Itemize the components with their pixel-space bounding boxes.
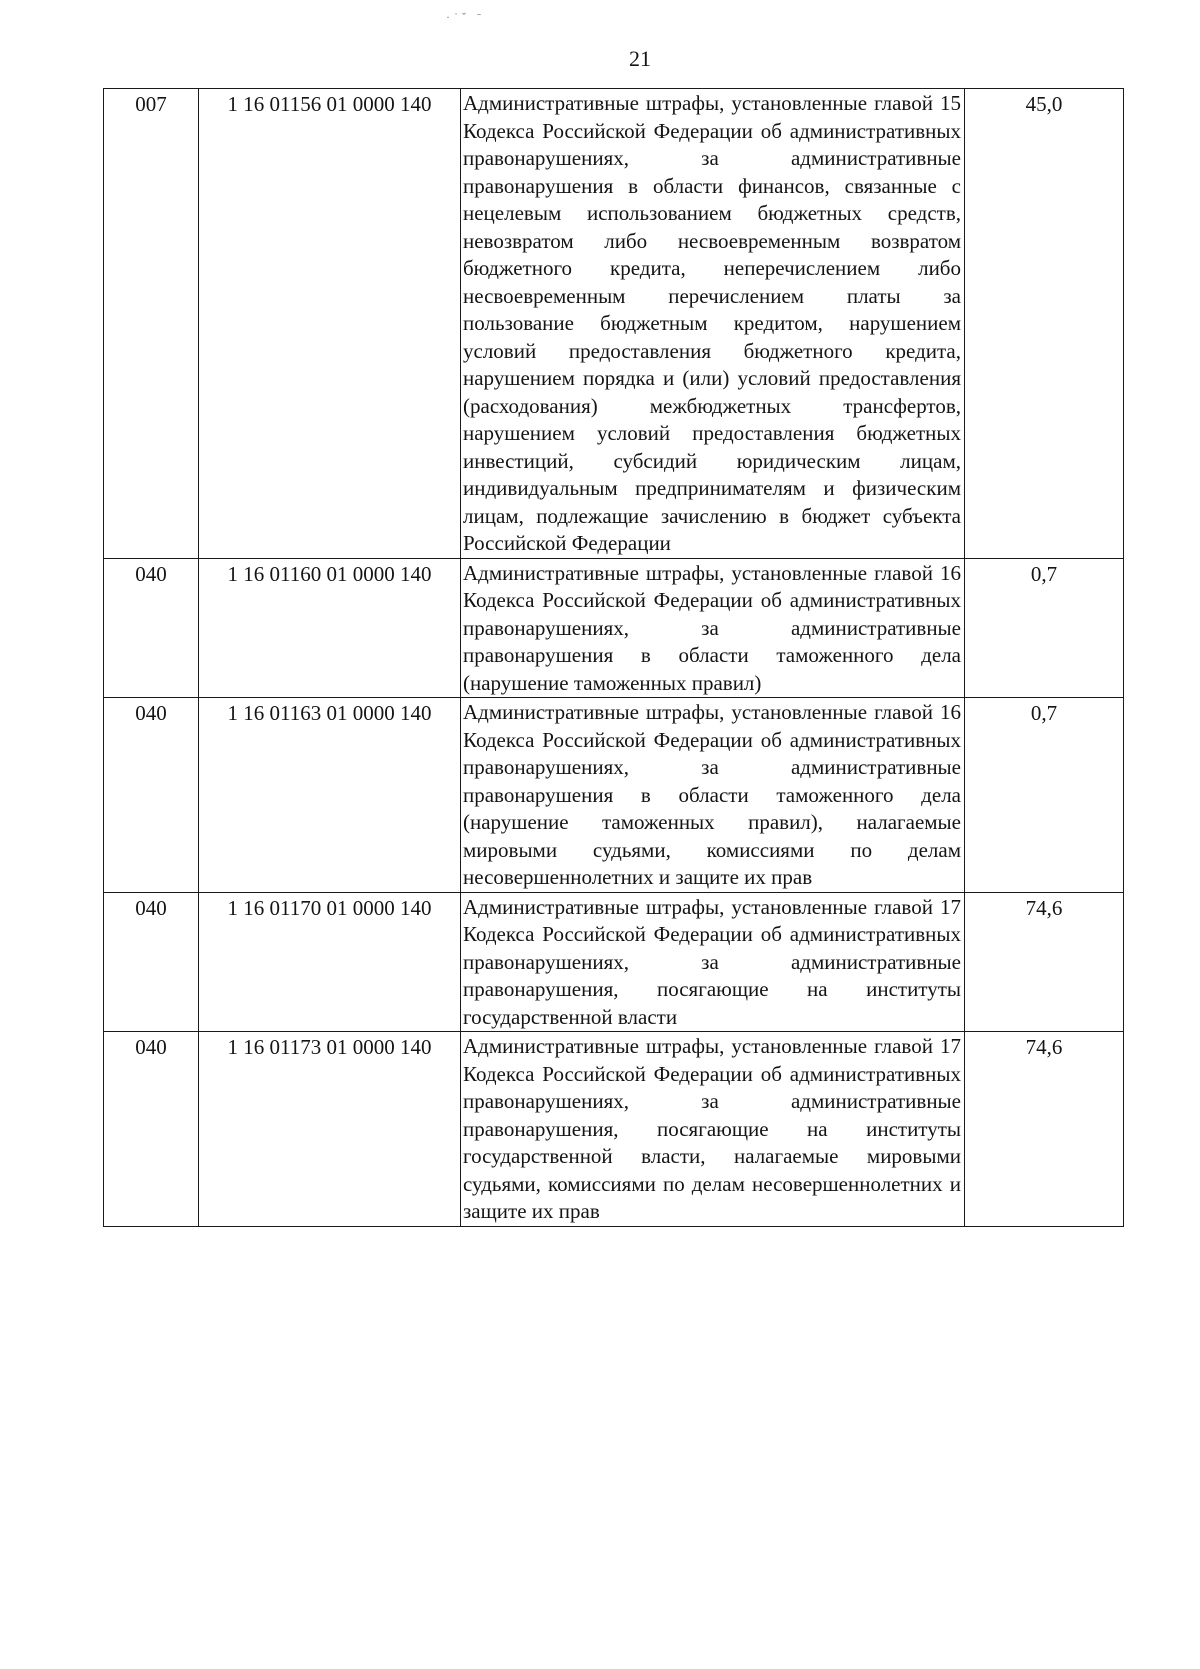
admin-code-cell: 040 — [104, 892, 199, 1032]
admin-code-cell: 040 — [104, 1032, 199, 1227]
admin-code-cell: 040 — [104, 558, 199, 698]
budget-classification-code-cell: 1 16 01173 01 0000 140 — [199, 1032, 461, 1227]
budget-classification-code-cell: 1 16 01170 01 0000 140 — [199, 892, 461, 1032]
table-row — [104, 89, 1124, 559]
table-row — [104, 1032, 1124, 1227]
table-row — [104, 892, 1124, 1032]
amount-cell: 74,6 — [965, 1032, 1124, 1227]
revenue-description-cell: Административные штрафы, установленные главой 16 Кодекса Российской Федерации об административных правонарушениях, за административные правонарушения в области таможенного дела (нарушение таможенных правил), налагаемые мировыми судьями, комиссиями по делам несовершеннолетних и защите их прав — [461, 698, 965, 893]
revenue-codes-table — [103, 88, 1124, 1227]
page-number: 21 — [629, 46, 651, 71]
scan-artifact: ·˙ˇ ˉ — [446, 10, 485, 24]
revenue-description-cell: Административные штрафы, установленные главой 16 Кодекса Российской Федерации об административных правонарушениях, за административные правонарушения в области таможенного дела (нарушение таможенных правил) — [461, 558, 965, 698]
budget-classification-code-cell: 1 16 01156 01 0000 140 — [199, 89, 461, 559]
table-row — [104, 698, 1124, 893]
admin-code-cell: 040 — [104, 698, 199, 893]
budget-classification-code-cell: 1 16 01163 01 0000 140 — [199, 698, 461, 893]
table-row — [104, 558, 1124, 698]
revenue-description-cell: Административные штрафы, установленные главой 15 Кодекса Российской Федерации об административных правонарушениях, за административные правонарушения в области финансов, связанные с нецелевым использованием бюджетных средств, невозвратом либо несвоевременным возвратом бюджетного кредита, неперечислением либо несвоевременным перечислением платы за пользование бюджетным кредитом, нарушением условий предоставления бюджетного кредита, нарушением порядка и (или) условий предоставления (расходования) межбюджетных трансфертов, нарушением условий предоставления бюджетных инвестиций, субсидий юридическим лицам, индивидуальным предпринимателям и физическим лицам, подлежащие зачислению в бюджет субъекта Российской Федерации — [461, 89, 965, 559]
amount-cell: 74,6 — [965, 892, 1124, 1032]
admin-code-cell: 007 — [104, 89, 199, 559]
amount-cell: 45,0 — [965, 89, 1124, 559]
amount-cell: 0,7 — [965, 558, 1124, 698]
revenue-description-cell: Административные штрафы, установленные главой 17 Кодекса Российской Федерации об административных правонарушениях, за административные правонарушения, посягающие на институты государственной власти, налагаемые мировыми судьями, комиссиями по делам несовершеннолетних и защите их прав — [461, 1032, 965, 1227]
amount-cell: 0,7 — [965, 698, 1124, 893]
budget-classification-code-cell: 1 16 01160 01 0000 140 — [199, 558, 461, 698]
revenue-description-cell: Административные штрафы, установленные главой 17 Кодекса Российской Федерации об административных правонарушениях, за административные правонарушения, посягающие на институты государственной власти — [461, 892, 965, 1032]
